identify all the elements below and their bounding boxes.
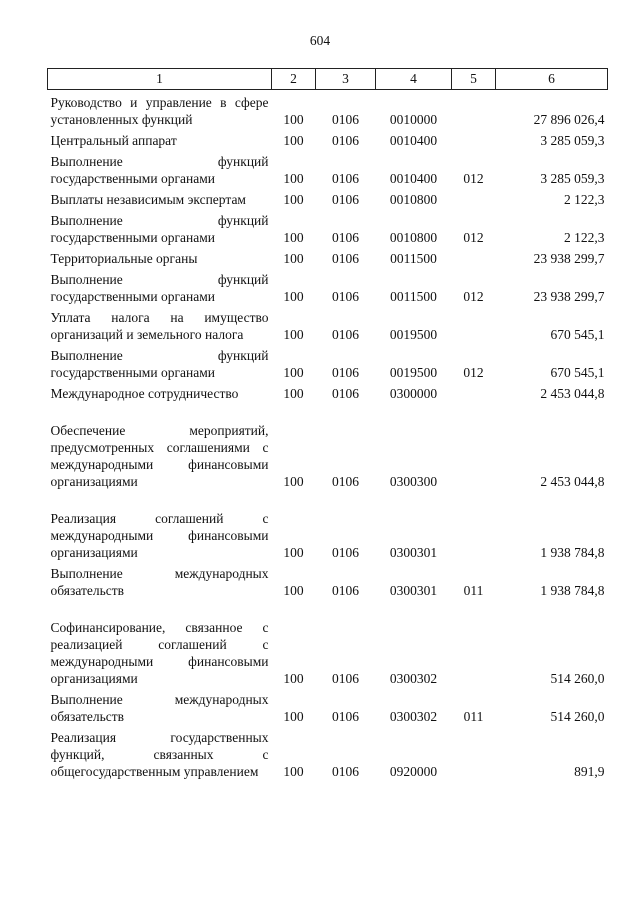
row-name: Территориальные органы [50, 251, 198, 266]
table-row [48, 267, 608, 305]
row-amount: 3 285 059,3 [540, 133, 605, 148]
row-col5 [452, 128, 496, 149]
row-col5: 011 [463, 583, 484, 598]
row-amount: 2 122,3 [564, 192, 605, 207]
row-name: Руководство и управление в сфере установленных функций [50, 95, 269, 127]
row-col5 [452, 725, 496, 780]
row-col2: 100 [283, 583, 304, 598]
row-name: Уплата налога на имущество организаций и земельного налога [50, 310, 269, 342]
row-col3: 0106 [332, 365, 359, 380]
row-col4: 0300301 [389, 583, 438, 598]
row-col3: 0106 [332, 583, 359, 598]
row-amount: 1 938 784,8 [540, 545, 605, 560]
row-col3: 0106 [332, 133, 359, 148]
row-col3: 0106 [332, 251, 359, 266]
row-col4: 0019500 [389, 365, 438, 380]
table-row [48, 128, 608, 149]
row-col5 [452, 90, 496, 129]
row-name: Реализация государственных функций, связанных с общегосударственным управлением [50, 730, 269, 779]
row-amount: 23 938 299,7 [533, 289, 605, 304]
row-col2: 100 [283, 764, 304, 779]
table-row [48, 305, 608, 343]
row-amount: 514 260,0 [550, 709, 605, 724]
row-name: Обеспечение мероприятий, предусмотренных соглашениями с международными финансовыми организациями [50, 423, 269, 489]
row-amount: 670 545,1 [550, 365, 605, 380]
row-col2: 100 [283, 386, 304, 401]
row-name: Реализация соглашений с международными финансовыми организациями [50, 511, 269, 560]
table-row [48, 561, 608, 599]
row-col5 [452, 599, 496, 687]
row-col4: 0019500 [389, 327, 438, 342]
table-row [48, 687, 608, 725]
header-row [48, 69, 608, 90]
row-col5 [452, 490, 496, 561]
row-col5 [452, 246, 496, 267]
row-amount: 670 545,1 [550, 327, 605, 342]
row-col4: 0300301 [389, 545, 438, 560]
row-col4: 0300000 [389, 386, 438, 401]
table-row [48, 490, 608, 561]
row-col4: 0011500 [390, 251, 437, 266]
table-row [48, 599, 608, 687]
row-name: Выплаты независимым экспертам [50, 192, 246, 207]
row-amount: 2 122,3 [564, 230, 605, 245]
table-row [48, 90, 608, 129]
row-amount: 2 453 044,8 [540, 386, 605, 401]
column-header: 5 [452, 69, 496, 90]
column-header: 4 [376, 69, 452, 90]
row-col3: 0106 [332, 171, 359, 186]
table-row [48, 208, 608, 246]
row-name: Выполнение международных обязательств [50, 692, 269, 724]
row-col2: 100 [283, 545, 304, 560]
row-amount: 1 938 784,8 [540, 583, 605, 598]
row-col3: 0106 [332, 671, 359, 686]
row-col4: 0300302 [389, 671, 438, 686]
row-col4: 0300302 [389, 709, 438, 724]
row-col4: 0920000 [389, 764, 438, 779]
row-col5 [452, 187, 496, 208]
row-name: Международное сотрудничество [50, 386, 239, 401]
row-name: Выполнение функций государственными органами [50, 272, 269, 304]
row-col3: 0106 [332, 764, 359, 779]
row-col4: 0300300 [389, 474, 438, 489]
row-col3: 0106 [332, 545, 359, 560]
column-header: 6 [496, 69, 608, 90]
row-col4: 0010800 [389, 230, 438, 245]
row-name: Софинансирование, связанное с реализацией соглашений с международными финансовыми организациями [50, 620, 269, 686]
row-amount: 23 938 299,7 [533, 251, 605, 266]
row-col3: 0106 [332, 327, 359, 342]
row-amount: 27 896 026,4 [533, 112, 605, 127]
table-row [48, 246, 608, 267]
row-col2: 100 [283, 289, 304, 304]
row-name: Выполнение международных обязательств [50, 566, 269, 598]
row-col3: 0106 [332, 192, 359, 207]
row-col5: 011 [463, 709, 484, 724]
row-col3: 0106 [332, 474, 359, 489]
table-row [48, 381, 608, 402]
row-col5 [452, 305, 496, 343]
row-col3: 0106 [332, 289, 359, 304]
table-row [48, 187, 608, 208]
row-col5: 012 [463, 289, 484, 304]
row-col4: 0010400 [389, 133, 438, 148]
row-col3: 0106 [332, 709, 359, 724]
row-col2: 100 [283, 365, 304, 380]
row-col4: 0010000 [389, 112, 438, 127]
row-col4: 0010400 [389, 171, 438, 186]
budget-table [47, 68, 608, 780]
row-name: Выполнение функций государственными органами [50, 213, 269, 245]
row-col3: 0106 [332, 230, 359, 245]
table-row [48, 725, 608, 780]
row-col5: 012 [463, 365, 484, 380]
table-row [48, 343, 608, 381]
row-col4: 0011500 [390, 289, 437, 304]
row-name: Выполнение функций государственными органами [50, 348, 269, 380]
row-name: Выполнение функций государственными органами [50, 154, 269, 186]
row-col2: 100 [283, 709, 304, 724]
row-col2: 100 [283, 251, 304, 266]
row-col2: 100 [283, 192, 304, 207]
row-amount: 891,9 [574, 764, 605, 779]
row-amount: 2 453 044,8 [540, 474, 605, 489]
row-col2: 100 [283, 230, 304, 245]
row-col5: 012 [463, 171, 484, 186]
row-col2: 100 [283, 112, 304, 127]
row-col2: 100 [283, 171, 304, 186]
row-col2: 100 [283, 327, 304, 342]
row-col2: 100 [283, 133, 304, 148]
column-header: 3 [316, 69, 376, 90]
table-row [48, 149, 608, 187]
row-col5 [452, 402, 496, 490]
row-col3: 0106 [332, 386, 359, 401]
row-amount: 3 285 059,3 [540, 171, 605, 186]
column-header: 2 [272, 69, 316, 90]
page-number: 604 [309, 33, 331, 48]
row-name: Центральный аппарат [50, 133, 177, 148]
row-col5 [452, 381, 496, 402]
row-amount: 514 260,0 [550, 671, 605, 686]
row-col2: 100 [283, 671, 304, 686]
column-header: 1 [48, 69, 272, 90]
row-col4: 0010800 [389, 192, 438, 207]
row-col2: 100 [283, 474, 304, 489]
row-col3: 0106 [332, 112, 359, 127]
row-col5: 012 [463, 230, 484, 245]
table-row [48, 402, 608, 490]
